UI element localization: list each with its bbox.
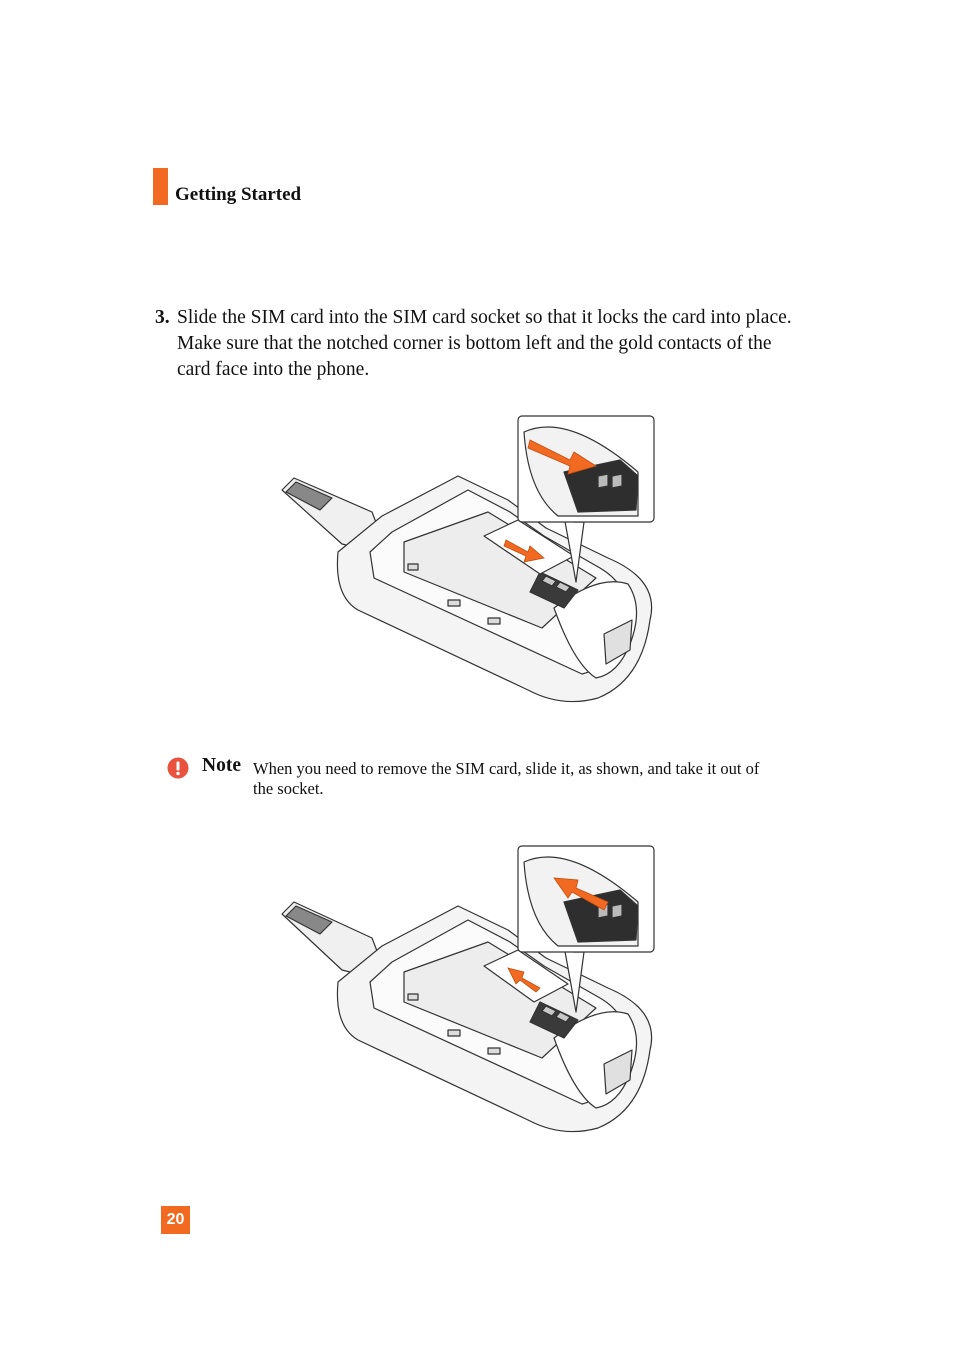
warning-icon — [167, 757, 189, 779]
section-title: Getting Started — [175, 184, 302, 205]
note-label: Note — [202, 755, 241, 776]
note-text: When you need to remove the SIM card, slide it, as shown, and take it out of the socket. — [253, 759, 760, 798]
instruction-step — [155, 305, 795, 383]
step-number: 3. — [155, 307, 170, 328]
page-number: 20 — [161, 1206, 190, 1234]
sim-insert-illustration — [278, 412, 656, 704]
sim-remove-illustration — [278, 842, 656, 1134]
step-text: Slide the SIM card into the SIM card socket so that it locks the card into place. Make sure that the notched corner is bottom left and the gold contacts of the card face into the phone. — [177, 307, 792, 380]
section-marker — [153, 168, 168, 205]
